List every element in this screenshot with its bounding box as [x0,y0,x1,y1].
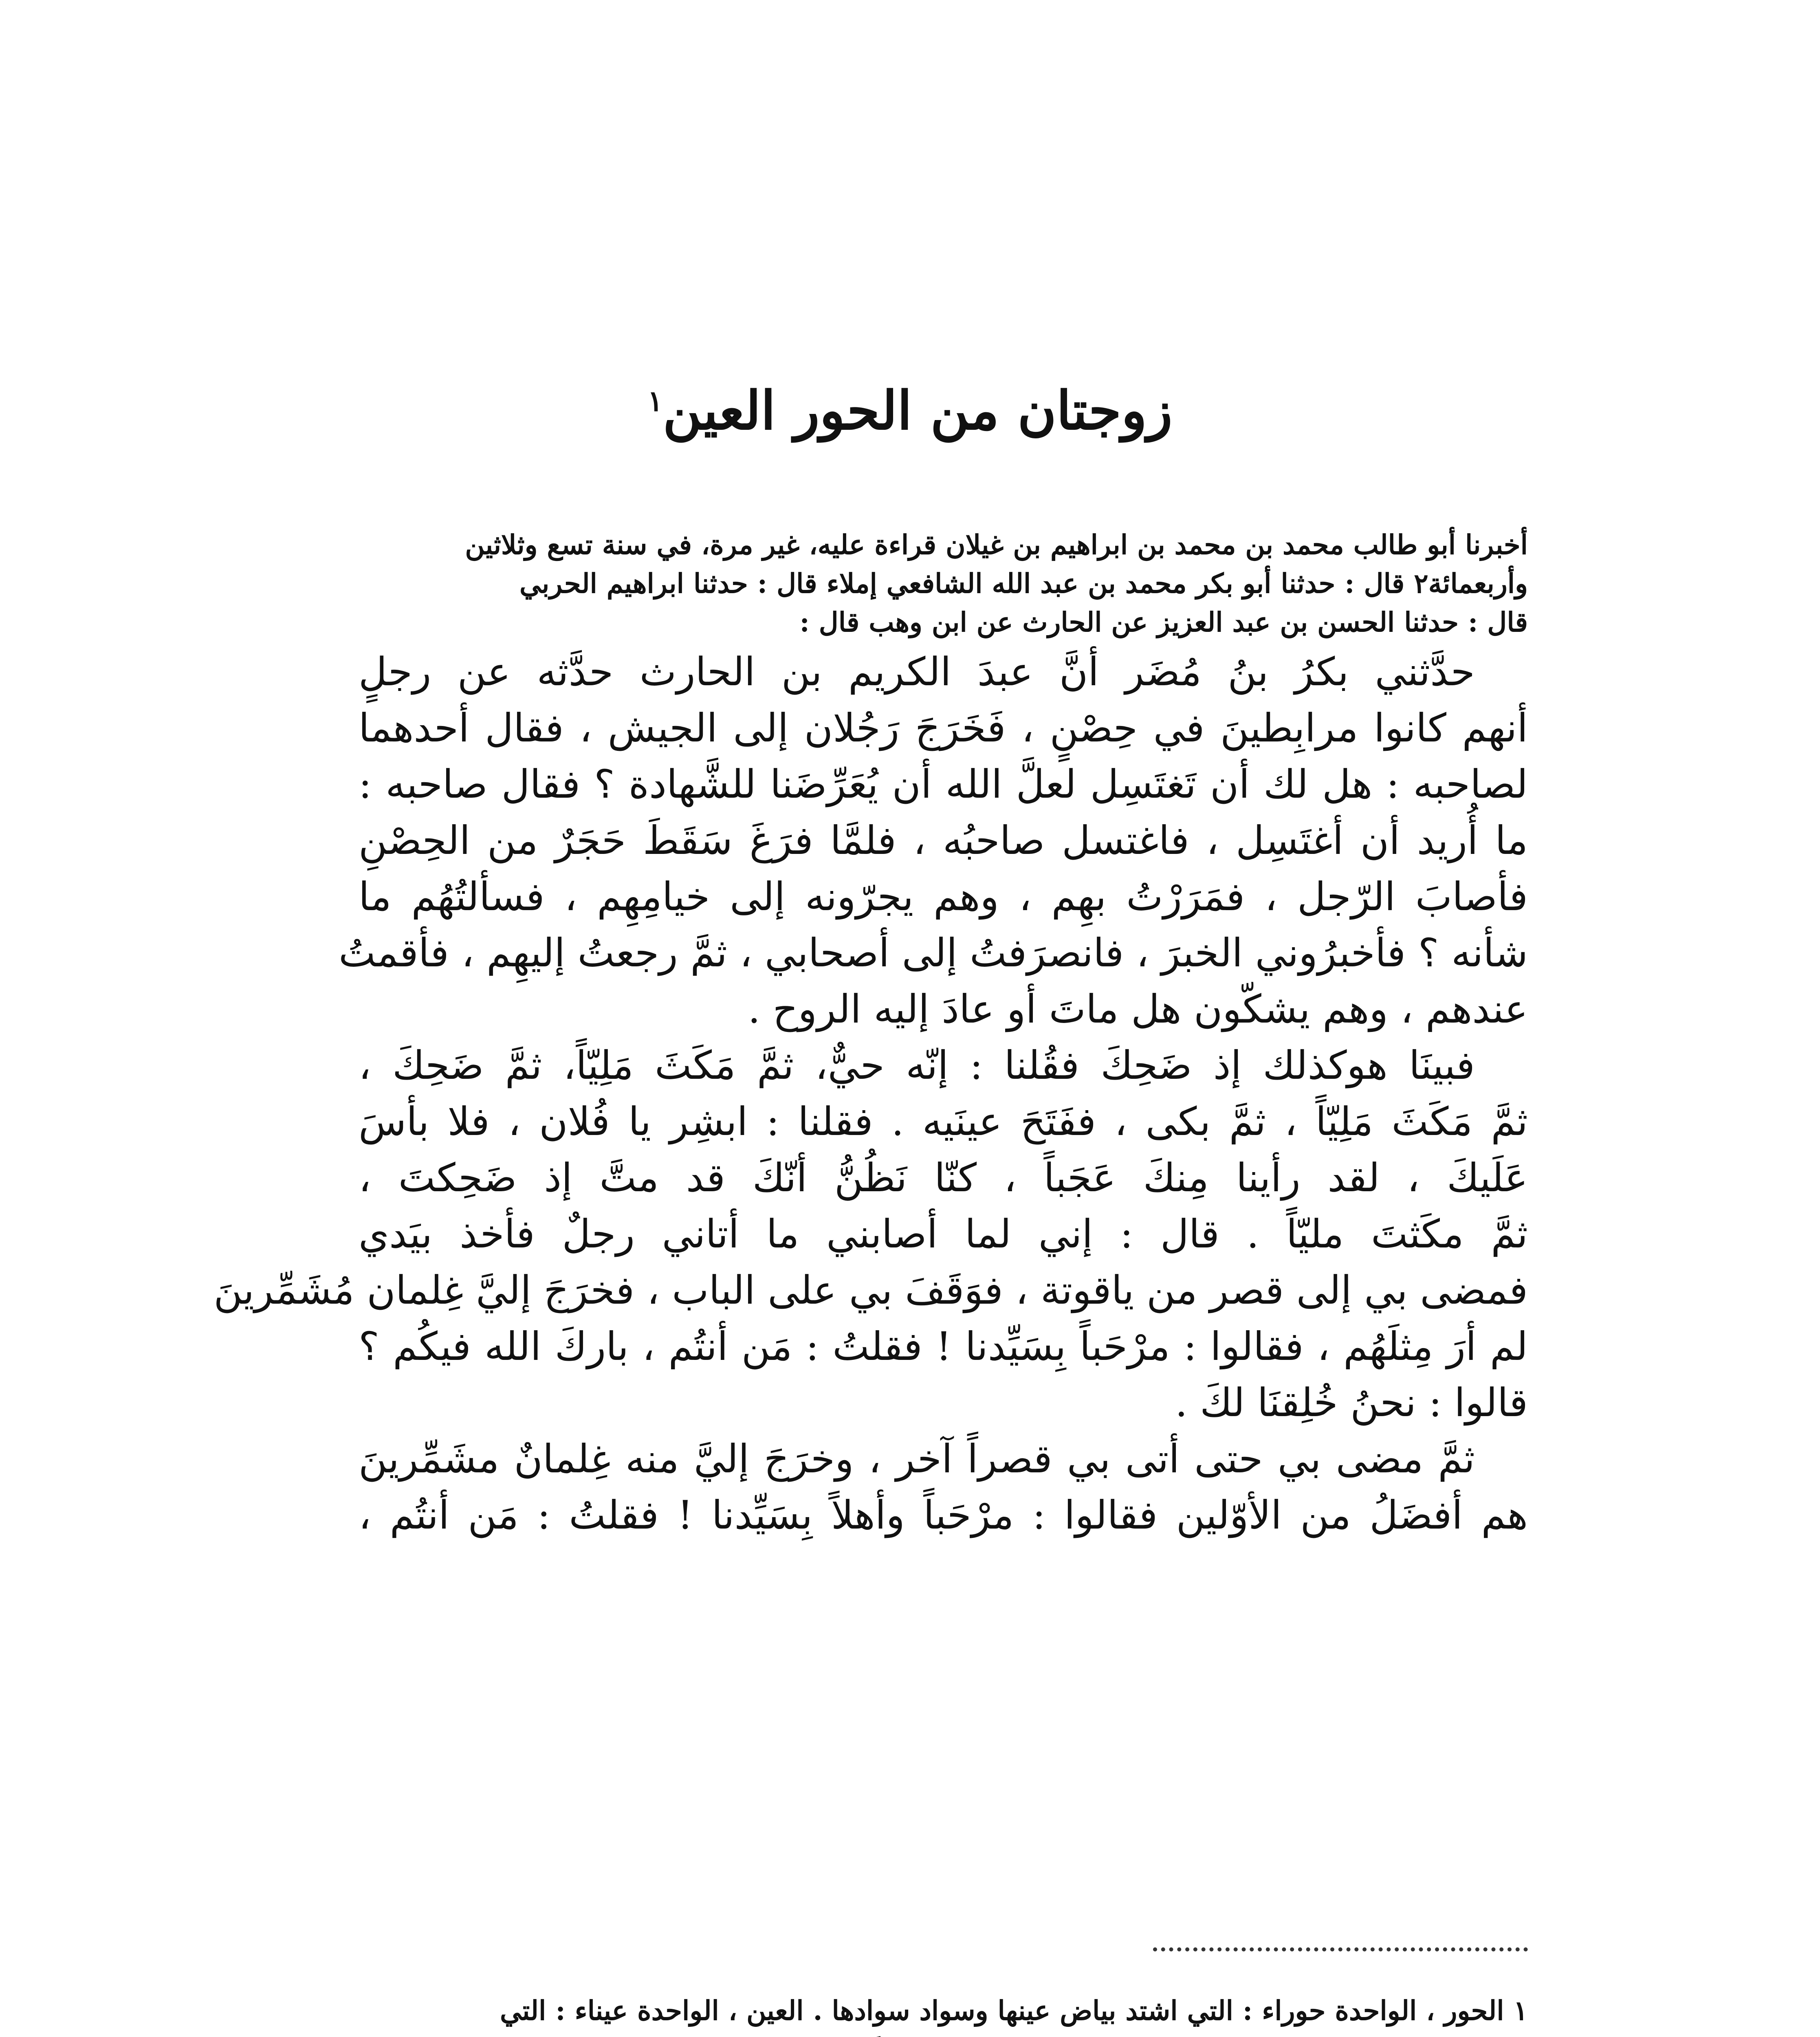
footnote-line [359,2033,1528,2037]
text-line: فمضى بي إلى قصر من ياقوتة ، فوَقَفَ بي على الباب ، فخرَجَ إليَّ غِلمان مُشَمِّرينَ [213,1267,1528,1313]
paragraph-1 [339,644,1528,1037]
text-line: فبينَا هوكذلك إذ ضَحِكَ فقُلنا : إنّه حيٌّ، ثمَّ مَكَثَ مَلِيّاً، ثمَّ ضَحِكَ ، [359,1043,1475,1088]
title-text: زوجتان من الحور العين [662,379,1173,442]
text-line: لم أرَ مِثلَهُم ، فقالوا : مرْحَباً بِسَيِّدنا ! فقلتُ : مَن أنتُم ، باركَ الله فيكُم ؟ [359,1324,1528,1369]
text-line: شأنه ؟ فأخبرُوني الخبرَ ، فانصرَفتُ إلى أصحابي ، ثمَّ رجعتُ إليهِم ، فأقمتُ [339,930,1528,976]
paragraph-3 [359,1431,1528,1543]
isnad-line: قال : حدثنا الحسن بن عبد العزيز عن الحارث عن ابن وهب قال : [799,606,1528,638]
footnote-line: ١ الحور ، الواحدة حوراء : التي اشتد بياض عينها وسواد سوادها . العين ، الواحدة عيناء : التي [500,1995,1528,2026]
text-line: ثمَّ مكَثتَ مليّاً . قال : إني لما أصابني ما أتاني رجلٌ فأخذ بيَدي [359,1211,1528,1257]
text-line: فأصابَ الرّجل ، فمَرَرْتُ بهِم ، وهم يجرّونه إلى خيامِهِم ، فسألتُهُم ما [359,874,1528,920]
isnad-chain [359,526,1528,642]
text-line: ما أُريد أن أغتَسِل ، فاغتسل صاحبُه ، فلمَّا فرَغَ سَقَطَ حَجَرٌ من الحِصْنِ [359,818,1528,863]
text-line: هم أفضَلُ من الأوّلين فقالوا : مرْحَباً وأهلاً بِسَيِّدنا ! فقلتُ : مَن أنتُم ، [359,1492,1528,1538]
isnad-line: وأربعمائة٢ قال : حدثنا أبو بكر محمد بن عبد الله الشافعي إملاء قال : حدثنا ابراهيم الحربي [519,568,1528,599]
isnad-line: أخبرنا أبو طالب محمد بن محمد بن ابراهيم بن غيلان قراءة عليه، غير مرة، في سنة تسع وثلاثين [465,529,1528,561]
text-line: أنهم كانوا مرابِطينَ في حِصْنٍ ، فَخَرَجَ رَجُلان إلى الجيش ، فقال أحدهما [359,705,1528,751]
paragraph-2 [213,1037,1528,1431]
page-title [0,379,1820,442]
text-line: حدَّثني بكرُ بنُ مُضَر أنَّ عبدَ الكريم بن الحارث حدَّثه عن رجلٍ [359,649,1475,695]
text-line: لصاحبه : هل لك أن تَغتَسِل لعلَّ الله أن يُعَرِّضَنا للشَّهادة ؟ فقال صاحبه : [359,761,1528,807]
text-line: ثمَّ مضى بي حتى أتى بي قصراً آخر ، وخرَجَ إليَّ منه غِلمانٌ مشَمِّرينَ [359,1436,1475,1482]
text-line: ثمَّ مَكَثَ مَلِيّاً ، ثمَّ بكى ، ففَتَحَ عينَيه . فقلنا : ابشِر يا فُلان ، فلا بأسَ [359,1099,1528,1144]
main-text [213,644,1528,1543]
text-line: عندهم ، وهم يشكّون هل ماتَ أو عادَ إليه الروح . [748,986,1528,1032]
footnotes [359,1988,1528,2037]
text-line: قالوا : نحنُ خُلِقنَا لكَ . [1175,1380,1528,1425]
title-footnote-ref: ١ [647,384,663,418]
text-line: عَلَيكَ ، لقد رأينا مِنكَ عَجَباً ، كنّا نَظُنُّ أنّكَ قد متَّ إذ ضَحِكتَ ، [359,1155,1528,1201]
footnote-separator [1153,1947,1528,1951]
